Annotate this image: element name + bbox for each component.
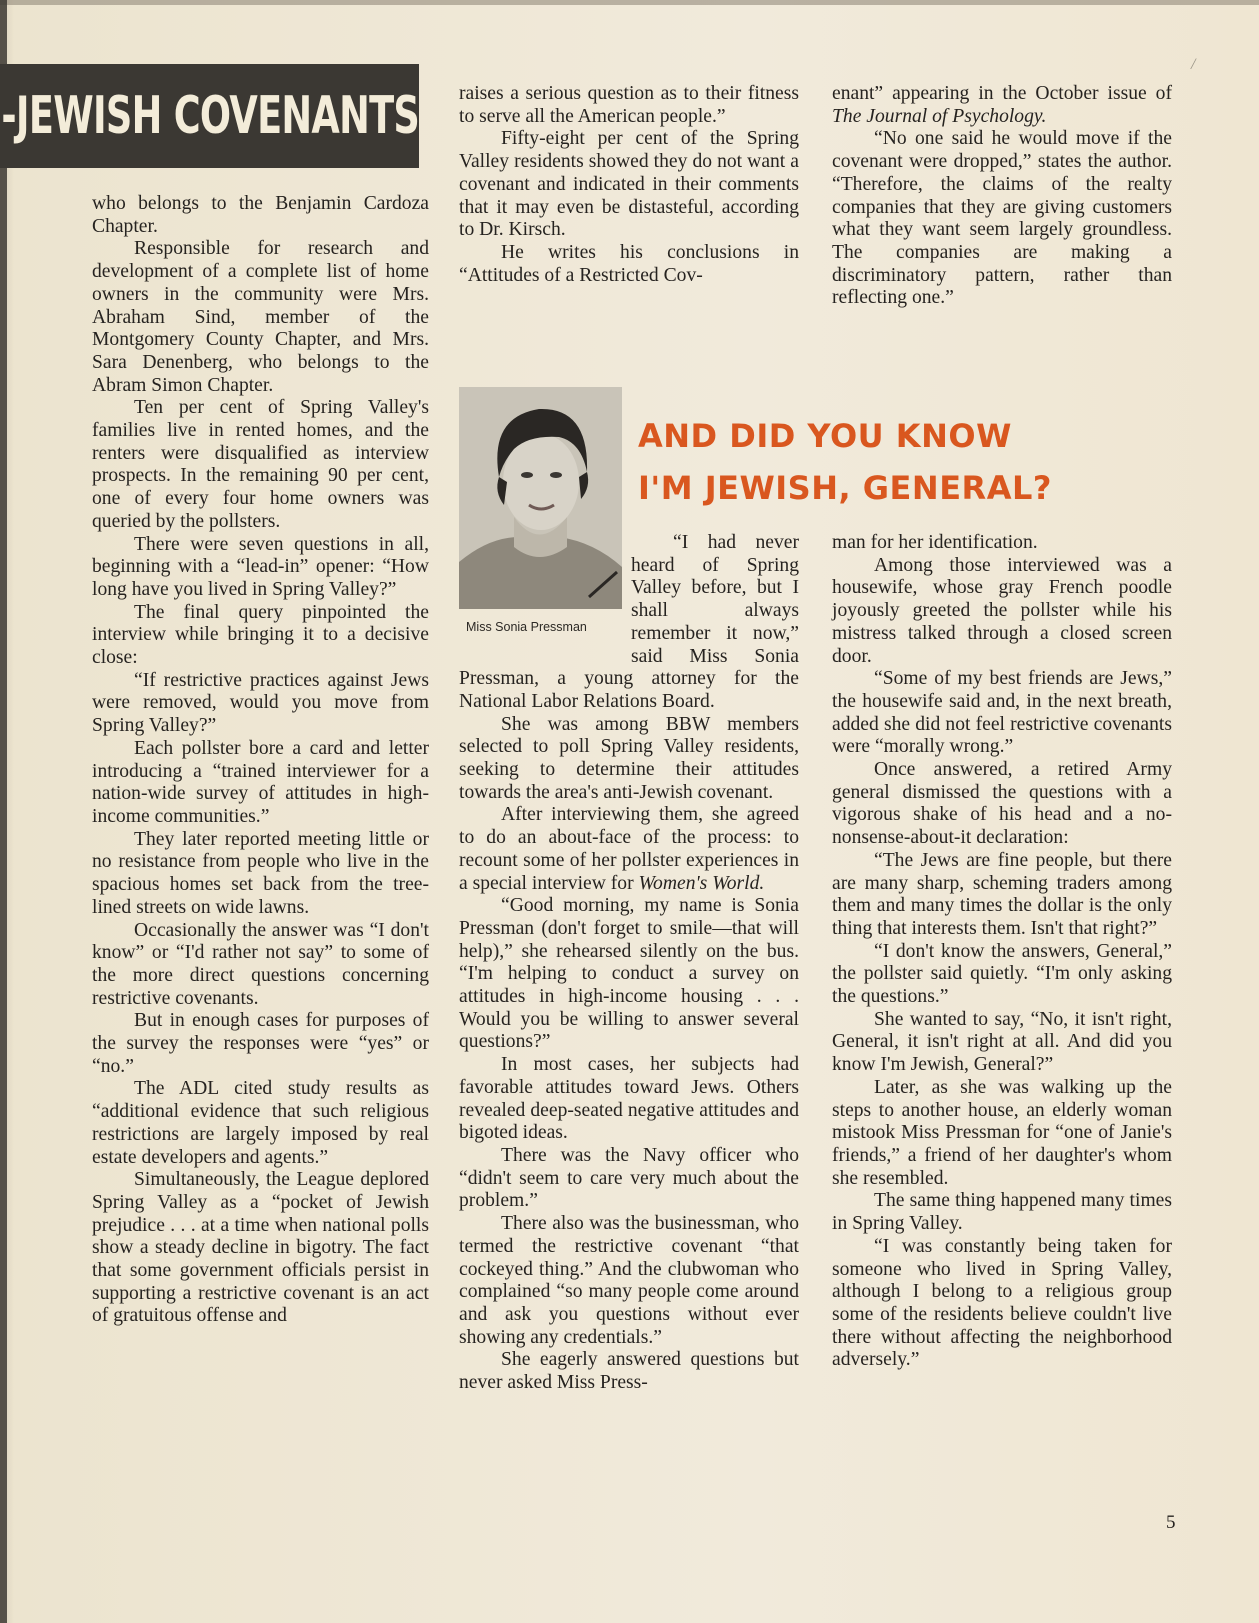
- page-number: 5: [1166, 1512, 1176, 1533]
- left-edge: [0, 0, 7, 1623]
- paragraph: “Good morning, my name is Sonia Pressman (don't forget to smile—that will help),” she rehearsed silently on the bus. “I'm helping to conduct a survey on attitudes in high-income housing . . . Would you be willing to answer several questions?”: [459, 895, 799, 1053]
- paragraph: “The Jews are fine people, but there are many sharp, scheming traders among them and many times the dollar is the only thing that interests them. Isn't that right?”: [832, 849, 1172, 939]
- article-headline: [638, 410, 1138, 514]
- paragraph: In most cases, her subjects had favorable attitudes toward Jews. Others revealed deep-seated negative attitudes and bigoted ideas.: [459, 1054, 799, 1144]
- paragraph: who belongs to the Benjamin Cardoza Chapter.: [92, 193, 429, 237]
- photo-caption: Miss Sonia Pressman: [466, 620, 587, 634]
- text-run: After interviewing them, she agreed to do an about-face of the process: to recount some of her pollster experiences in a special interview for: [459, 804, 799, 894]
- paragraph: Each pollster bore a card and letter introducing a “trained interviewer for a nation-wide survey of attitudes in high-income communities.”: [92, 737, 429, 827]
- paragraph: She wanted to say, “No, it isn't right, General, it isn't right at all. And did you know I'm Jewish, General?”: [832, 1008, 1172, 1076]
- middle-bottom-column: [459, 532, 799, 1395]
- paragraph: “I don't know the answers, General,” the pollster said quietly. “I'm only asking the questions.”: [832, 940, 1172, 1008]
- right-top-column: [832, 83, 1172, 310]
- middle-top-column: [459, 83, 799, 287]
- headline-line: I'M JEWISH, GENERAL?: [638, 469, 1052, 507]
- top-edge: [0, 0, 1259, 5]
- paragraph: There was the Navy officer who “didn't seem to care very much about the problem.”: [459, 1144, 799, 1212]
- paragraph: The ADL cited study results as “additional evidence that such religious restrictions are largely imposed by real estate developers and agents.”: [92, 1078, 429, 1168]
- paragraph: man for her identification.: [832, 532, 1038, 553]
- paragraph: “I was constantly being taken for someone who lived in Spring Valley, although I belong to a religious group some of the residents believe couldn't live there without affecting the neighborhood adversely.”: [832, 1235, 1172, 1371]
- paragraph: The same thing happened many times in Spring Valley.: [832, 1190, 1172, 1235]
- paragraph: Later, as she was walking up the steps to another house, an elderly woman mistook Miss Pressman for “one of Janie's friends,” a friend of her daughter's whom she resembled.: [832, 1076, 1172, 1189]
- paragraph: Ten per cent of Spring Valley's families live in rented homes, and the renters were disqualified as interview prospects. In the remaining 90 per cent, one of every four home owners was queried by the pollsters.: [92, 397, 429, 532]
- paragraph: There also was the businessman, who termed the restrictive covenant “that cockeyed thing.” And the clubwoman who complained “so many people come around and ask you questions without ever showing any credentials.”: [459, 1213, 799, 1348]
- paragraph: raises a serious question as to their fitness to serve all the American people.”: [459, 83, 799, 127]
- text-run: enant” appearing in the October issue of: [832, 83, 1172, 104]
- paragraph: She was among BBW members selected to poll Spring Valley residents, seeking to determine their attitudes towards the area's anti-Jewish covenant.: [459, 713, 799, 803]
- paragraph: Once answered, a retired Army general dismissed the questions with a vigorous shake of his head and a no-nonsense-about-it declaration:: [832, 759, 1172, 849]
- paragraph: Fifty-eight per cent of the Spring Valley residents showed they do not want a covenant and indicated in their comments that it may even be distasteful, according to Dr. Kirsch.: [459, 128, 799, 241]
- paragraph: “If restrictive practices against Jews were removed, would you move from Spring Valley?”: [92, 669, 429, 737]
- paragraph: [459, 804, 799, 895]
- paragraph: “No one said he would move if the covenant were dropped,” states the author. “Therefore, the claims of the realty companies that they are giving customers what they want seem largely groundless. The companies are making a discriminatory pattern, rather than reflecting one.”: [832, 128, 1172, 309]
- paragraph: [832, 83, 1172, 128]
- paragraph: He writes his conclusions in “Attitudes of a Restricted Cov-: [459, 241, 799, 286]
- section-banner: -JEWISH COVENANTS: [0, 64, 419, 168]
- paragraph: They later reported meeting little or no resistance from people who live in the spacious homes set back from the tree-lined streets on wide lawns.: [92, 828, 429, 918]
- paragraph: There were seven questions in all, beginning with a “lead-in” opener: “How long have you lived in Spring Valley?”: [92, 533, 429, 600]
- paragraph: The final query pinpointed the interview while bringing it to a decisive close:: [92, 601, 429, 669]
- photo-wrap-space: [459, 532, 631, 650]
- journal-title: The Journal of Psychology.: [832, 105, 1047, 127]
- right-bottom-column: [832, 532, 1172, 1372]
- paragraph: Responsible for research and development of a complete list of home owners in the community were Mrs. Abraham Sind, member of the Montgomery County Chapter, and Mrs. Sara Denenberg, who belongs to the Abram Simon Chapter.: [92, 238, 429, 396]
- paragraph: “I had never heard of Spring Valley before, but I shall always remember it now,” said Miss Sonia Pressman, a young attorney for the National Labor Relations Board.: [459, 532, 799, 712]
- paragraph: But in enough cases for purposes of the survey the responses were “yes” or “no.”: [92, 1010, 429, 1077]
- headline-line: AND DID YOU KNOW: [638, 417, 1012, 455]
- paragraph: Occasionally the answer was “I don't know” or “I'd rather not say” to some of the more direct questions concerning restrictive covenants.: [92, 919, 429, 1009]
- paragraph: “Some of my best friends are Jews,” the housewife said and, in the next breath, added she did not feel restrictive covenants were “morally wrong.”: [832, 668, 1172, 758]
- magazine-title: Women's World.: [638, 872, 765, 894]
- paragraph: Simultaneously, the League deplored Spring Valley as a “pocket of Jewish prejudice . . . at a time when national polls show a steady decline in bigotry. The fact that some government officials persist in supporting a restrictive covenant is an act of gratuitous offense and: [92, 1169, 429, 1327]
- paragraph: Among those interviewed was a housewife, whose gray French poodle joyously greeted the pollster while his mistress talked through a closed screen door.: [832, 554, 1172, 667]
- pencil-mark: /: [1191, 56, 1196, 73]
- paragraph: She eagerly answered questions but never asked Miss Press-: [459, 1349, 799, 1394]
- left-column: [92, 193, 429, 1328]
